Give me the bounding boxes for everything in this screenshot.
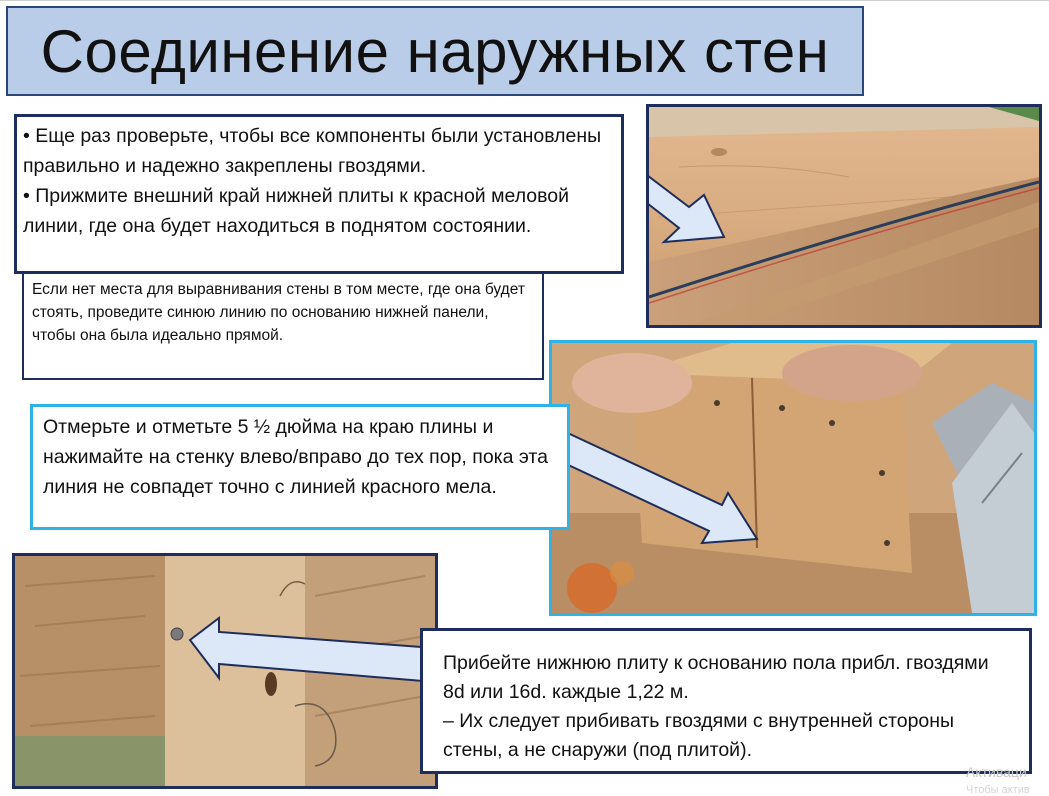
- photo-measure-mark: [549, 340, 1037, 616]
- top-divider: [0, 0, 1049, 1]
- note-text: Если нет места для выравнивания стены в том месте, где она будет стоять, проведите синюю линию по основанию нижней панели, чтобы она была идеально прямой.: [32, 281, 525, 344]
- checklist-item-verify: • Еще раз проверьте, чтобы все компоненты были установлены правильно и надежно закреплены гвоздями.: [23, 125, 602, 177]
- activation-watermark-sub: Чтобы актив: [966, 784, 1030, 796]
- nailing-box: [420, 628, 1032, 774]
- checklist-box: [14, 114, 624, 274]
- activation-watermark: Активаци: [966, 764, 1027, 780]
- page-title: Соединение наружных стен: [40, 17, 830, 85]
- photo-nailed-plate: [12, 553, 438, 789]
- checklist-item-chalk-line: • Прижмите внешний край нижней плиты к красной меловой линии, где она будет находиться в поднятом состоянии.: [23, 185, 570, 237]
- measure-box: [30, 404, 570, 530]
- nailing-warning: – Их следует прибивать гвоздями с внутренней стороны стены, а не снаружи (под плитой).: [443, 710, 955, 761]
- note-box: [22, 274, 544, 380]
- nailing-instruction: Прибейте нижнюю плиту к основанию пола прибл. гвоздями 8d или 16d. каждые 1,22 м.: [443, 652, 989, 703]
- title-banner: [6, 6, 864, 96]
- photo-plate-chalk-line: [646, 104, 1042, 328]
- measure-text: Отмерьте и отметьте 5 ½ дюйма на краю плины и нажимайте на стенку влево/вправо до тех пор, пока эта линия не совпадет точно с линией красного мела.: [43, 416, 548, 498]
